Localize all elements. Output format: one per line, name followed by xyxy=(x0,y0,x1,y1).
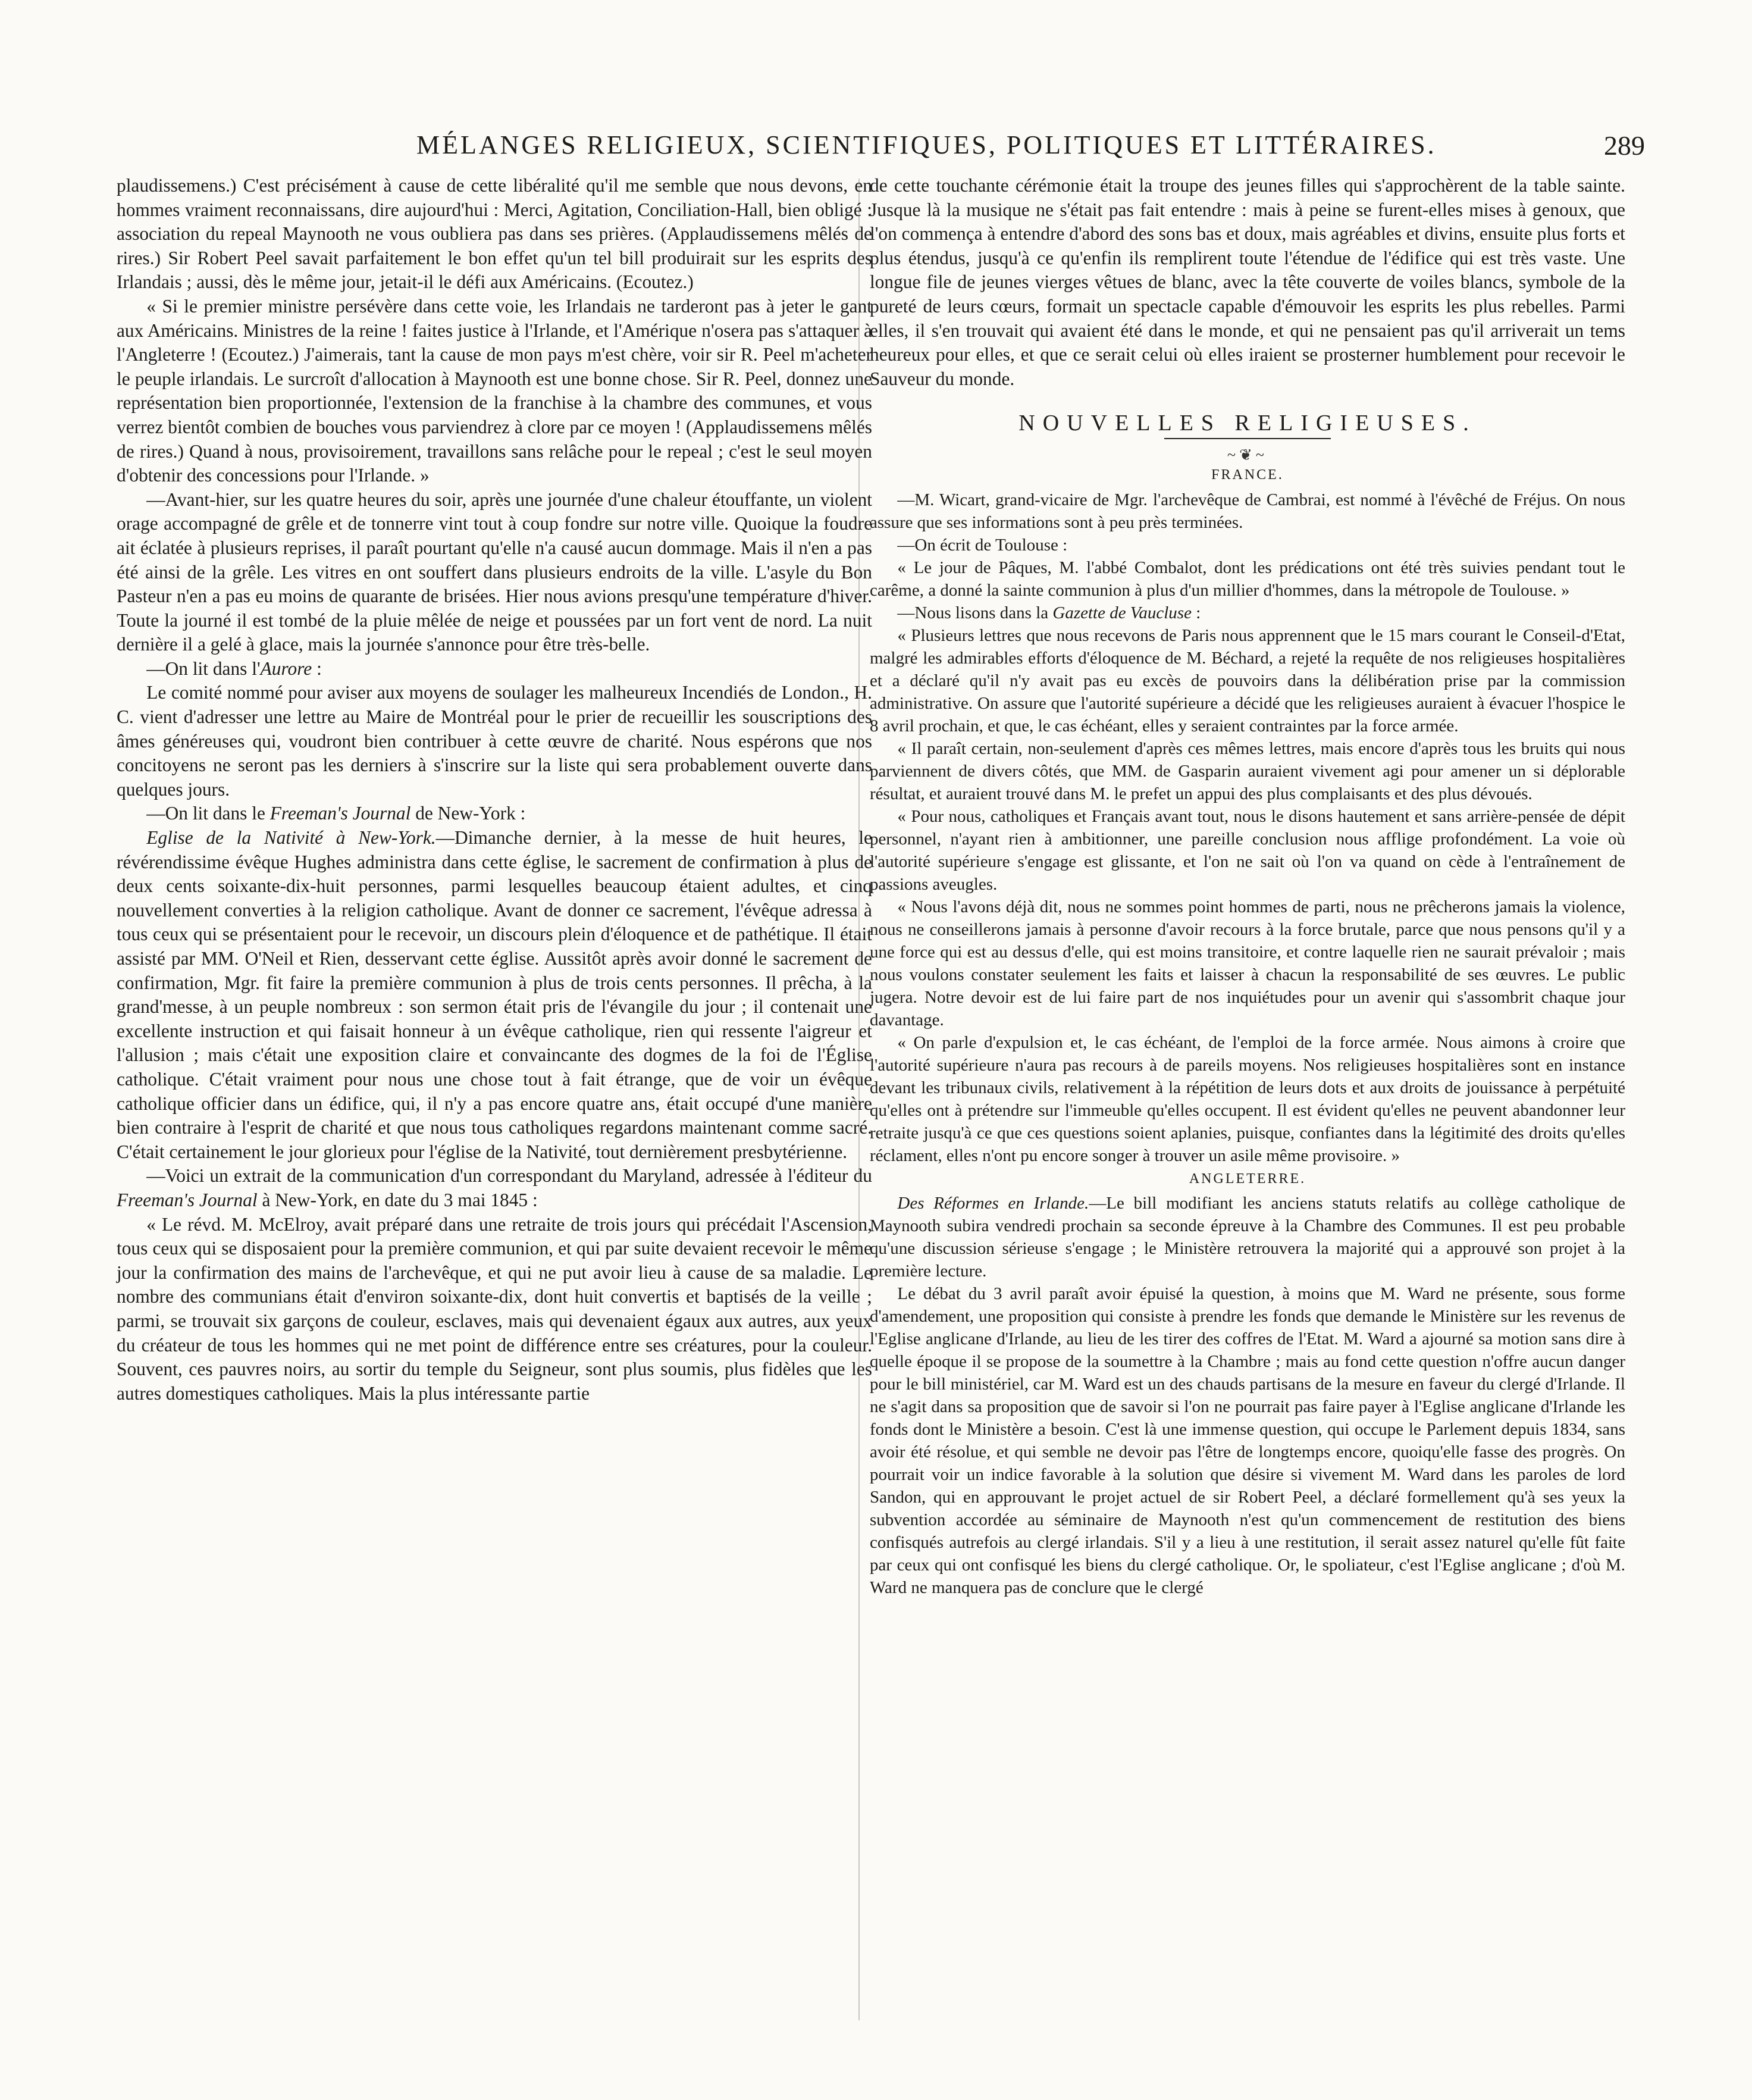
ornament-icon: ~❦~ xyxy=(1227,446,1268,464)
paragraph: « Le révd. M. McElroy, avait préparé dans une retraite de trois jours qui précédait l'Ascension, tous ceux qui se disposaient pour la première communion, et qui par suite devaient recevoir le même jour la confirmation des mains de l'archevêque, et qui ne put avoir lieu à cause de sa maladie. Le nombre des communians était d'environ soixante-dix, dont huit convertis et baptisés de la veille ; parmi, se trouvait six garçons de couleur, esclaves, mais qui devenaient égaux aux autres, aux yeux du créateur de tous les hommes qui ne met point de différence entre ses créatures, pour la couleur. Souvent, ces pauvres noirs, au sortir du temple du Seigneur, sont plus soumis, plus fidèles que les autres domestiques catholiques. Mais la plus intéressante partie xyxy=(117,1213,872,1404)
country-heading-france: FRANCE. xyxy=(1211,467,1284,483)
text-run: —Nous lisons dans la xyxy=(897,603,1053,622)
paragraph xyxy=(117,657,872,681)
text-run: —On lit dans le xyxy=(146,803,270,824)
paragraph: —M. Wicart, grand-vicaire de Mgr. l'archevêque de Cambrai, est nommé à l'évêché de Fréjus. On nous assure que ses informations sont à peu près terminées. xyxy=(870,490,1625,532)
paragraph: plaudissemens.) C'est précisément à cause de cette libéralité qu'il me semble que nous devons, en hommes vraiment reconnaissans, dire aujourd'hui : Merci, Agitation, Conciliation-Hall, bien obligé : association du repeal Maynooth ne vous oubliera pas dans ses prières. (Applaudissemens mêlés de rires.) Sir Robert Peel savait parfaitement le bon effet qu'un tel bill produirait sur les esprits des Irlandais ; aussi, dès le même jour, jetait-il le défi aux Américains. (Ecoutez.) xyxy=(117,175,872,293)
paragraph xyxy=(870,602,1625,624)
left-column xyxy=(117,174,872,1406)
paragraph: « Plusieurs lettres que nous recevons de Paris nous apprennent que le 15 mars courant le Conseil-d'Etat, malgré les admirables efforts d'éloquence de M. Béchard, a rejeté la requête de nos religieuses hospitalières et a déclaré qu'il n'y avait pas eu excès de pouvoirs dans la délibération prise par la commission administrative. On assure que l'autorité supérieure a décidé que les religieuses auraient à évacuer l'hospice le 8 avril prochain, et que, le cas échéant, elles y seraient contraintes par la force armée. xyxy=(870,625,1625,736)
text-run: : xyxy=(1191,603,1201,622)
paragraph: Le débat du 3 avril paraît avoir épuisé la question, à moins que M. Ward ne présente, sous forme d'amendement, une proposition qui consiste à prendre les fonds que demande le Ministère sur les revenus de l'Eglise anglicane d'Irlande, au lieu de les tirer des coffres de l'Etat. M. Ward a ajourné sa motion sans dire à quelle époque il se propose de la soumettre à la Chambre ; mais au fond cette question n'offre aucun danger pour le bill ministériel, car M. Ward est un des chauds partisans de la mesure en faveur du clergé d'Irlande. Il ne s'agit dans sa proposition que de savoir si l'on ne pourrait pas faire payer à l'Eglise anglicane d'Irlande les fonds dont le Ministère a besoin. C'est là une immense question, qui occupe le Parlement depuis 1834, sans avoir été résolue, et qui semble ne devoir pas l'être de longtemps encore, quoiqu'elle fasse des progrès. On pourrait voir un indice favorable à la solution que désire si vivement M. Ward dans les paroles de lord Sandon, qui en approuvant le projet actuel de sir Robert Peel, a déclaré formellement qu'à ses yeux la subvention accordée au séminaire de Maynooth n'est qu'un commencement de restitution des biens confisqués autrefois au clergé irlandais. S'il y a lieu à une restitution, il serait assez naturel qu'elle fût faite par ceux qui ont confisqué les biens du clergé catholique. Or, le spoliateur, c'est l'Eglise anglicane ; d'où M. Ward ne manquera pas de conclure que le clergé xyxy=(870,1284,1625,1598)
paragraph xyxy=(117,802,872,826)
paragraph: « Si le premier ministre persévère dans cette voie, les Irlandais ne tarderont pas à jeter le gant aux Américains. Ministres de la reine ! faites justice à l'Irlande, et l'Amérique n'osera pas s'attaquer à l'Angleterre ! (Ecoutez.) J'aimerais, tant la cause de mon pays m'est chère, voir sir R. Peel m'acheter le peuple irlandais. Le surcroît d'allocation à Maynooth est une bonne chose. Sir R. Peel, donnez une représentation bien proportionnée, l'extension de la franchise à la chambre des communes, et vous verrez bientôt combien de bouches vous parviendrez à clore par ce moyen ! (Applaudissemens mêlés de rires.) Quand à nous, provisoirement, travaillons sans relâche pour le repeal ; c'est le seul moyen d'obtenir des concessions pour l'Irlande. » xyxy=(117,295,872,486)
paragraph: « Le jour de Pâques, M. l'abbé Combalot, dont les prédications ont été très suivies pendant tout le carême, a donné la sainte communion à plus d'un millier d'hommes, dans la métropole de Toulouse. » xyxy=(870,558,1625,600)
paragraph: —Avant-hier, sur les quatre heures du soir, après une journée d'une chaleur étouffante, un violent orage accompagné de grêle et de tonnerre vint tout à coup fondre sur notre ville. Quoique la foudre ait éclatée à plusieurs reprises, il paraît pourtant qu'elle n'a causé aucun dommage. Mais il n'en a pas été ainsi de la grêle. Les vitres en ont souffert dans plusieurs endroits de la ville. L'asyle du Bon Pasteur n'en a pas eu moins de quarante de brisées. Hier nous avions presqu'une température d'hiver. Toute la journé il est tombé de la pluie mêlée de neige et poussées par un fort vent de nord. La nuit dernière il a gelé à glace, mais la journée s'annonce pour être très-belle. xyxy=(117,489,872,655)
paragraph: de cette touchante cérémonie était la troupe des jeunes filles qui s'approchèrent de la table sainte. Jusque là la musique ne s'était pas fait entendre : mais à peine se furent-elles mises à genoux, que l'on commença à entendre d'abord des sons bas et doux, mais agréables et divins, ensuite plus forts et plus étendus, jusqu'à ce qu'enfin ils remplirent toute l'étendue de l'édifice qui est très vaste. Une longue file de jeunes vierges vêtues de blanc, avec la tête couverte de voiles blancs, symbole de la pureté de leurs cœurs, formait un spectacle capable d'émouvoir les esprits les plus rebelles. Parmi elles, il s'en trouvait qui avaient été dans le monde, et qui ne pensaient pas qu'il arriverait un tems heureux pour elles, et que ce serait celui où elles iraient se prosterner humblement pour recevoir le Sauveur du monde. xyxy=(870,175,1625,389)
source-name: Aurore xyxy=(260,658,312,679)
text-run: de New-York : xyxy=(410,803,526,824)
source-name: Gazette de Vaucluse xyxy=(1052,603,1192,622)
page-header xyxy=(107,119,1645,173)
text-run: —Dimanche dernier, à la messe de huit heures, le révérendissime évêque Hughes administra dans cette église, le sacrement de confirmation à plus de deux cents soixante-dix-huit personnes, parmi lesquelles beaucoup étaient adultes, et cinq nouvellement converties à la religion catholique. Avant de donner ce sacrement, l'évêque adressa à tous ceux qui se présentaient pour le recevoir, un discours plein d'éloquence et de pathétique. Il était assisté par MM. O'Neil et Rien, desservant cette église. Aussitôt après avoir donné le sacrement de confirmation, Mgr. fit faire la première communion à plus de trois cents personnes. Il prêcha, à la grand'messe, à un peuple nombreux : son sermon était pris de l'évangile du jour ; il contenait une excellente instruction et qui faisait honneur à un évêque catholique, rien qui ressente l'aigreur et l'allusion ; mais c'était une exposition claire et convaincante des dogmes de la foi de l'Église catholique. C'était vraiment pour nous une chose tout à fait étrange, que de voir un évêque catholique officier dans un édifice, qui, il n'y a pas encore quatre ans, était occupé d'une manière bien contraire à l'esprit de charité et que nous tous catholiques regardons maintenant comme sacré. C'était certainement le jour glorieux pour l'église de la Nativité, tout dernièrement presbytérienne. xyxy=(117,827,872,1162)
paragraph xyxy=(870,1192,1625,1282)
running-title: MÉLANGES RELIGIEUX, SCIENTIFIQUES, POLITIQUES ET LITTÉRAIRES. xyxy=(416,130,1437,159)
article-title: Eglise de la Nativité à New-York. xyxy=(146,827,436,849)
paragraph: « Il paraît certain, non-seulement d'après ces mêmes lettres, mais encore d'après tous les bruits qui nous parviennent de divers côtés, que MM. de Gasparin auraient vivement agi pour amener un si déplorable résultat, et auraient trouvé dans M. le prefet un appui des plus complaisants et des plus dévoués. xyxy=(870,738,1625,803)
paragraph: —On écrit de Toulouse : xyxy=(897,535,1068,555)
text-run: —Le bill modifiant les anciens statuts relatifs au collège catholique de Maynooth subira vendredi prochain sa seconde épreuve à la Chambre des Communes. Il est peu probable qu'une discussion sérieuse s'engage ; le Ministère retrouvera la majorité qui a approuvé son projet à la première lecture. xyxy=(870,1194,1626,1281)
paragraph: Le comité nommé pour aviser aux moyens de soulager les malheureux Incendiés de London., H. C. vient d'adresser une lettre au Maire de Montréal pour le prier de recueillir les souscriptions des âmes généreuses qui, voudront bien contribuer à cette œuvre de charité. Nous espérons que nos concitoyens ne seront pas les derniers à s'inscrire sur la liste qui sera probablement ouverte dans quelques jours. xyxy=(117,682,872,800)
paragraph: « Nous l'avons déjà dit, nous ne sommes point hommes de parti, nous ne prêcherons jamais la violence, nous ne conseillerons jamais à personne d'avoir recours à la force brutale, parce que nous pensons qu'il y a une force qui est au dessus d'elle, qui est moins transitoire, et contre laquelle rien ne saurait prévaloir ; mais nous voulons constater seulement les faits et laisser à chacun la responsabilité de ses œuvres. Le public jugera. Notre devoir est de lui faire part de nos inquiétudes pour un avenir qui s'assombrit chaque jour davantage. xyxy=(870,897,1625,1029)
paragraph xyxy=(117,826,872,1164)
country-heading-england: ANGLETERRE. xyxy=(1189,1171,1306,1187)
source-name: Freeman's Journal xyxy=(117,1189,258,1210)
paragraph xyxy=(117,1164,872,1212)
right-column xyxy=(870,174,1625,1599)
paragraph: « On parle d'expulsion et, le cas échéant, de l'emploi de la force armée. Nous aimons à croire que l'autorité supérieure n'aura pas recours à de pareils moyens. Nos religieuses hospitalières sont en instance devant les tribunaux civils, relativement à la répétition de leurs dots et aux droits de jouissance à perpétuité qu'elles ont à prétendre sur l'immeuble qu'elles occupent. Il est évident qu'elles ne peuvent abandonner leur retraite jusqu'à ce que ces questions soient aplanies, puisque, confiantes dans la légitimité des droits qu'elles réclament, elles n'ont pu encore songer à trouver un asile même provisoire. » xyxy=(870,1032,1625,1165)
paragraph: « Pour nous, catholiques et Français avant tout, nous le disons hautement et sans arrière-pensée de dépit personnel, n'ayant rien à ambitionner, une pareille conclusion nous afflige profondément. La voie où l'autorité supérieure s'engage est glissante, et l'on ne sait où l'on va quand on cède à l'entraînement de passions aveugles. xyxy=(870,806,1625,894)
source-name: Freeman's Journal xyxy=(269,803,411,824)
section-title: NOUVELLES RELIGIEUSES. xyxy=(1018,411,1477,436)
page-number: 289 xyxy=(1604,130,1645,161)
text-run: —On lit dans l' xyxy=(146,658,261,679)
text-run: —Voici un extrait de la communication d'un correspondant du Maryland, adressée à l'éditeur du xyxy=(146,1165,872,1187)
text-run: à New-York, en date du 3 mai 1845 : xyxy=(257,1189,538,1210)
title-rule xyxy=(1164,438,1331,439)
text-run: : xyxy=(312,658,322,679)
article-title: Des Réformes en Irlande. xyxy=(897,1194,1089,1213)
